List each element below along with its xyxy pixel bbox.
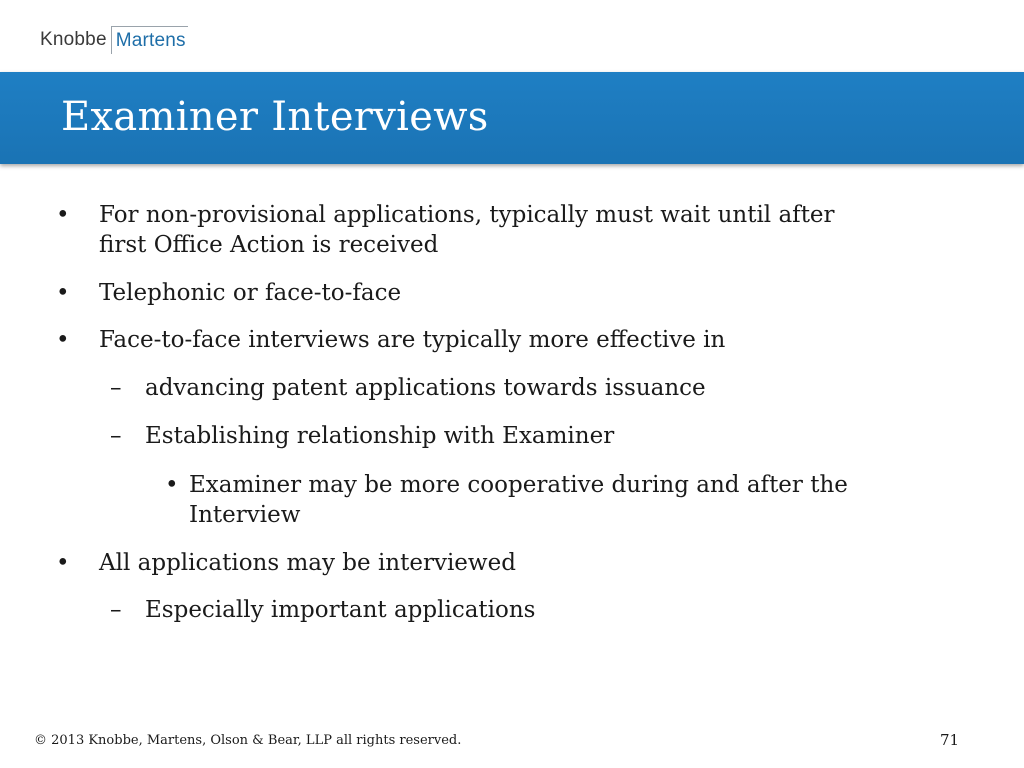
bullet-text-line: advancing patent applications towards issuance <box>145 375 706 401</box>
company-logo <box>40 26 188 54</box>
sub-bullet-item-1 <box>0 373 1024 404</box>
page-number: 71 <box>940 731 960 749</box>
copyright-notice: © 2013 Knobbe, Martens, Olson & Bear, LLP all rights reserved. <box>34 733 462 748</box>
logo-right-word: Martens <box>112 26 188 54</box>
bullet-marker: • <box>56 280 70 306</box>
bullet-item-3 <box>0 325 1024 356</box>
bullet-marker: • <box>56 202 70 228</box>
bullet-text-line: Establishing relationship with Examiner <box>145 423 615 449</box>
sub-sub-bullet-item-1 <box>0 470 1024 532</box>
bullet-item-2 <box>0 278 1024 309</box>
dash-marker: – <box>110 597 122 623</box>
bullet-marker: • <box>56 550 70 576</box>
sub-bullet-item-2 <box>0 421 1024 452</box>
bullet-text-line: first Office Action is received <box>99 232 439 258</box>
sub-bullet-item-3 <box>0 595 1024 626</box>
bullet-text-line: Especially important applications <box>145 597 536 623</box>
logo-left-word: Knobbe <box>40 26 112 54</box>
bullet-text-line: All applications may be interviewed <box>99 550 516 576</box>
bullet-text-line: Examiner may be more cooperative during and after the <box>189 472 848 498</box>
dash-marker: – <box>110 375 122 401</box>
bullet-marker: • <box>165 472 179 498</box>
bullet-text-line: Telephonic or face-to-face <box>99 280 402 306</box>
bullet-item-4 <box>0 548 1024 579</box>
dash-marker: – <box>110 423 122 449</box>
bullet-text-line: Interview <box>189 502 301 528</box>
slide-title: Examiner Interviews <box>61 94 489 140</box>
bullet-text-line: Face-to-face interviews are typically more effective in <box>99 327 726 353</box>
bullet-marker: • <box>56 327 70 353</box>
bullet-item-1 <box>0 200 1024 262</box>
bullet-text-line: For non-provisional applications, typically must wait until after <box>99 202 835 228</box>
